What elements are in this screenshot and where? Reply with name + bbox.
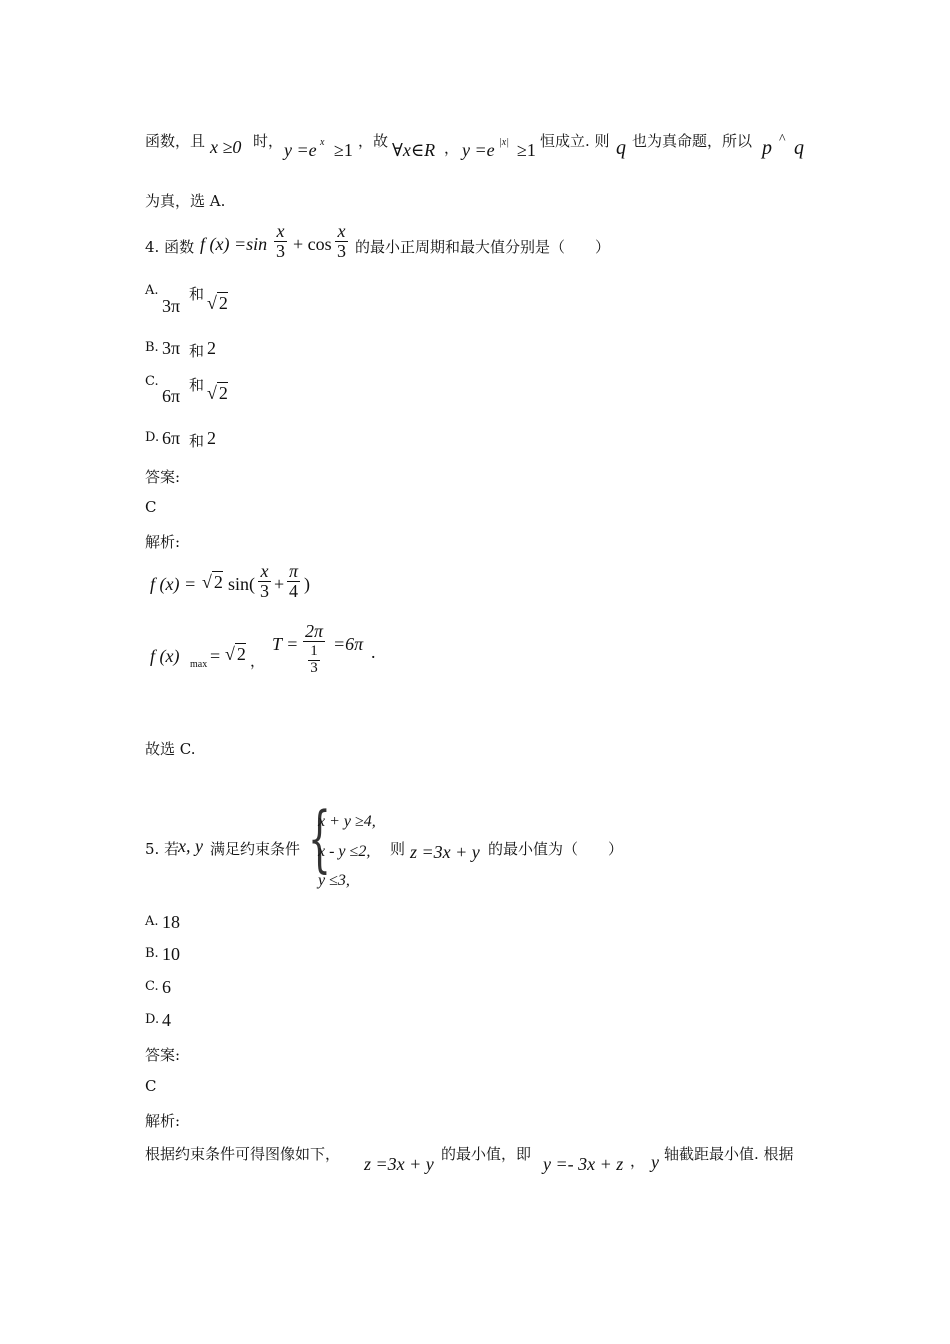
- q4-eq2-eq: =: [210, 646, 221, 666]
- q4-frac-2: $\frac{x}{3}$: [337, 221, 346, 261]
- q5-vars: x, y: [178, 836, 203, 856]
- q4-eq1-frac-x3: $\frac{x}{3}$: [260, 561, 269, 601]
- q5-option-c-letter: C.: [145, 979, 159, 994]
- q4-eq2-sub: max: [190, 659, 208, 670]
- q4-suffix: 的最小正周期和最大值分别是（ ）: [355, 238, 611, 256]
- q4-eq2-comma: ，: [250, 652, 266, 670]
- q5-suffix: 的最小值为（ ）: [488, 840, 624, 858]
- q4-option-b-letter: B.: [145, 340, 159, 355]
- math-forall-x-in-r: ∀x∈R: [392, 140, 436, 160]
- text-ye-wei-zhen: 也为真命题，所以: [632, 132, 753, 150]
- math-q-2: q: [794, 137, 804, 159]
- q5-constraint-1: x + y ≥4,: [318, 813, 376, 830]
- math-ge-1: ≥1: [334, 140, 353, 160]
- math-and: ^: [779, 132, 786, 147]
- q4-eq1-left: f (x) =: [150, 574, 197, 594]
- q5-constraint-3: y ≤3,: [318, 872, 350, 889]
- q5-analysis-label: 解析:: [145, 1112, 181, 1130]
- q5-analysis-text-4: 轴截距最小值. 根据: [664, 1145, 794, 1163]
- math-x-ge-0: x ≥0: [210, 137, 242, 157]
- q4-prefix: 4. 函数: [145, 238, 195, 256]
- q4-eq2-T: T =: [272, 634, 299, 654]
- q4-plus-cos: + cos: [293, 234, 332, 254]
- q5-option-d-letter: D.: [145, 1012, 160, 1027]
- q4-frac-1: $\frac{x}{3}$: [276, 221, 285, 261]
- q5-option-c-val: 6: [162, 977, 171, 997]
- q5-answer-label: 答案:: [145, 1046, 181, 1064]
- q5-analysis-y-line: y =- 3x + z: [543, 1154, 624, 1174]
- q4-option-a-val: 3π: [162, 296, 181, 316]
- math-p: p: [762, 137, 772, 159]
- q4-f-sin: f (x) =sin: [200, 234, 268, 254]
- text-comma: ，: [444, 139, 460, 157]
- q4-option-a-he: 和: [189, 285, 205, 303]
- text-heng-cheng-li: 恒成立. 则: [540, 132, 610, 150]
- q4-eq1-frac-pi4: $\frac{\pi}{4}$: [289, 561, 299, 601]
- q4-option-b-val: 3π: [162, 338, 181, 358]
- text-function: 函数，且: [145, 132, 206, 150]
- text-shi: 时，: [253, 132, 284, 150]
- q4-option-c-he: 和: [189, 376, 205, 394]
- q5-option-b-val: 10: [162, 944, 180, 964]
- q4-eq1-close: ): [304, 574, 310, 594]
- q4-eq1-sqrt: √ 2: [202, 572, 223, 592]
- math-ex-sup: x: [320, 137, 325, 148]
- math-y-e-abs-x: y =e: [462, 140, 495, 160]
- q4-option-b-he: 和: [189, 342, 205, 360]
- q5-answer: C: [145, 1077, 157, 1095]
- q4-eq2-dot: .: [371, 642, 376, 662]
- q4-eq2-frac: $\frac{2\pi}{\frac{1}{3}}$: [305, 621, 324, 676]
- q5-option-b-letter: B.: [145, 946, 159, 961]
- q5-option-a-letter: A.: [145, 914, 159, 929]
- q4-option-d-he: 和: [189, 432, 205, 450]
- q5-ze: 则: [390, 840, 406, 858]
- math-y-ex: y =e: [284, 140, 317, 160]
- q4-answer: C: [145, 498, 157, 516]
- q5-analysis-y: y: [651, 1152, 659, 1172]
- q4-option-c-val: 6π: [162, 386, 181, 406]
- q4-answer-label: 答案:: [145, 468, 181, 486]
- q4-eq2-result: =6π: [333, 634, 364, 654]
- solution-line-2: 为真，选 A.: [145, 192, 226, 210]
- q4-conclusion: 故选 C.: [145, 740, 196, 758]
- q5-z-expr: z =3x + y: [410, 842, 480, 862]
- q5-analysis-text-2: 的最小值，即: [441, 1145, 532, 1163]
- q4-analysis-label: 解析:: [145, 533, 181, 551]
- q4-option-a-sqrt2: √ 2: [207, 293, 228, 313]
- q4-eq2-sqrt: √ 2: [225, 644, 246, 664]
- text-gu: ，故: [358, 132, 389, 150]
- math-q: q: [616, 137, 626, 159]
- q4-eq1-sin: sin(: [228, 574, 255, 594]
- q5-prefix: 5. 若: [145, 840, 180, 858]
- q4-option-d-letter: D.: [145, 430, 160, 445]
- q5-analysis-comma: ，: [630, 1152, 646, 1170]
- q5-brace: {: [308, 796, 331, 880]
- q5-mid: 满足约束条件: [210, 840, 301, 858]
- q4-option-a-letter: A.: [145, 283, 159, 298]
- math-abs-x-sup: |x|: [499, 137, 509, 148]
- q4-option-c-sqrt2: √ 2: [207, 383, 228, 403]
- q5-constraint-2: x - y ≤2,: [318, 843, 371, 860]
- q5-option-a-val: 18: [162, 912, 180, 932]
- math-ge-1-b: ≥1: [517, 140, 536, 160]
- q5-analysis-text-1: 根据约束条件可得图像如下，: [145, 1145, 341, 1163]
- q4-option-d-val: 6π: [162, 428, 181, 448]
- q4-option-c-letter: C.: [145, 374, 159, 389]
- q5-option-d-val: 4: [162, 1010, 171, 1030]
- q4-option-d-2: 2: [207, 428, 216, 448]
- q4-eq1-plus: +: [274, 574, 285, 594]
- q4-eq2-left: f (x): [150, 646, 180, 666]
- q5-analysis-z: z =3x + y: [364, 1154, 434, 1174]
- q4-option-b-2: 2: [207, 338, 216, 358]
